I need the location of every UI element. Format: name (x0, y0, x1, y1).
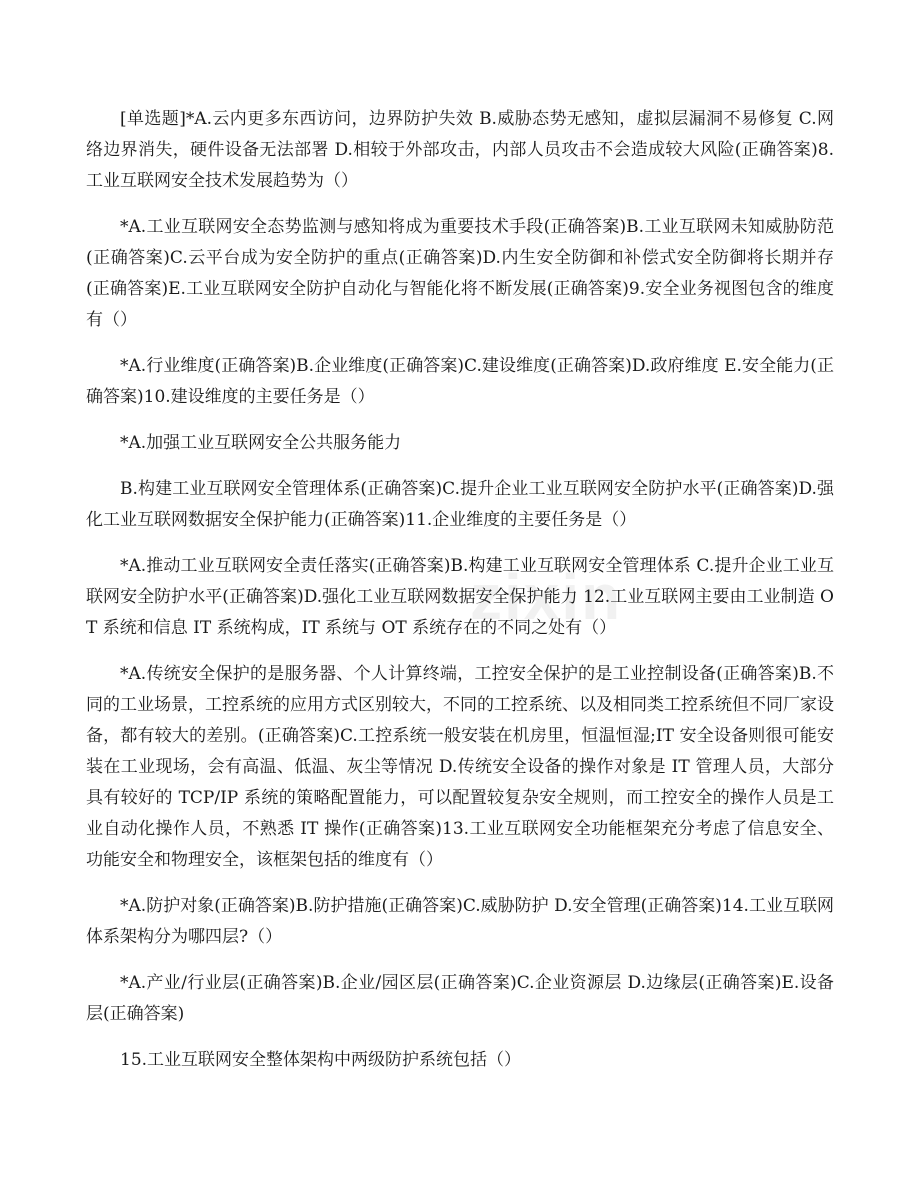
paragraph-question-11-options: *A.推动工业互联网安全责任落实(正确答案)B.构建工业互联网安全管理体系 C.提升企业工业互联网安全防护水平(正确答案)D.强化工业互联网数据安全保护能力 12.工业互联网主要由工业制造 OT 系统和信息 IT 系统构成，IT 系统与 OT 系统存在的不同之处有（） (86, 556, 834, 638)
paragraph-question-9-options: *A.行业维度(正确答案)B.企业维度(正确答案)C.建设维度(正确答案)D.政府维度 E.安全能力(正确答案)10.建设维度的主要任务是（） (86, 356, 834, 407)
paragraph-question-8-options: *A.工业互联网安全态势监测与感知将成为重要技术手段(正确答案)B.工业互联网未知威胁防范(正确答案)C.云平台成为安全防护的重点(正确答案)D.内生安全防御和补偿式安全防御将长期并存(正确答案)E.工业互联网安全防护自动化与智能化将不断发展(正确答案)9.安全业务视图包含的维度有（） (86, 217, 834, 330)
paragraph-question-13-options: *A.防护对象(正确答案)B.防护措施(正确答案)C.威胁防护 D.安全管理(正确答案)14.工业互联网体系架构分为哪四层?（） (86, 896, 834, 947)
paragraph-question-14-options: *A.产业/行业层(正确答案)B.企业/园区层(正确答案)C.企业资源层 D.边缘层(正确答案)E.设备层(正确答案) (86, 973, 834, 1024)
paragraph-question-7-options: [单选题]*A.云内更多东西访问，边界防护失效 B.威胁态势无感知，虚拟层漏洞不易修复 C.网络边界消失，硬件设备无法部署 D.相较于外部攻击，内部人员攻击不会造成较大风险(正确答案)8.工业互联网安全技术发展趋势为（） (86, 109, 834, 191)
paragraph-question-12-options: *A.传统安全保护的是服务器、个人计算终端，工控安全保护的是工业控制设备(正确答案)B.不同的工业场景，工控系统的应用方式区别较大，不同的工控系统、以及相同类工控系统但不同厂家设备，都有较大的差别。(正确答案)C.工控系统一般安装在机房里，恒温恒湿;IT 安全设备则很可能安装在工业现场，会有高温、低温、灰尘等情况 D.传统安全设备的操作对象是 IT 管理人员，大部分具有较好的 TCP/IP 系统的策略配置能力，可以配置较复杂安全规则，而工控安全的操作人员是工业自动化操作人员，不熟悉 IT 操作(正确答案)13.工业互联网安全功能框架充分考虑了信息安全、功能安全和物理安全，该框架包括的维度有（） (86, 664, 834, 870)
paragraph-question-10-option-a: *A.加强工业互联网安全公共服务能力 (120, 433, 402, 453)
watermark: zixin (470, 561, 623, 633)
paragraph-question-15: 15.工业互联网安全整体架构中两级防护系统包括（） (120, 1050, 522, 1070)
paragraph-question-10-options: B.构建工业互联网安全管理体系(正确答案)C.提升企业工业互联网安全防护水平(正确答案)D.强化工业互联网数据安全保护能力(正确答案)11.企业维度的主要任务是（） (86, 479, 834, 530)
document-body (86, 104, 834, 1091)
